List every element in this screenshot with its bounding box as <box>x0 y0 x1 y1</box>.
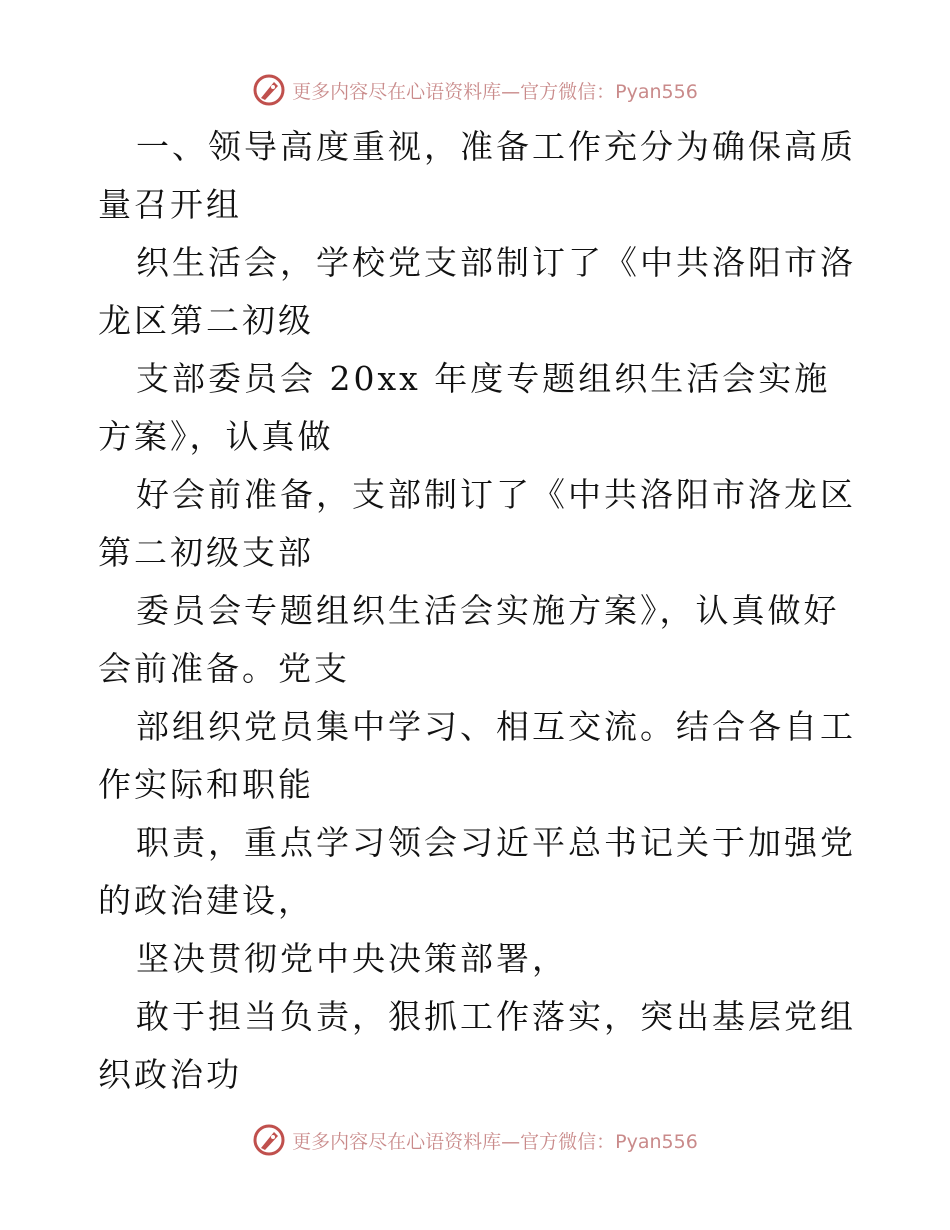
footer-banner <box>0 1120 950 1160</box>
pen-nib-logo-icon <box>252 73 286 107</box>
pen-nib-logo-icon <box>252 1123 286 1157</box>
header-banner-text: 更多内容尽在心语资料库—官方微信：Pyan556 <box>292 80 698 103</box>
paragraph-7: 职责，重点学习领会习近平总书记关于加强党的政治建设， <box>98 823 856 920</box>
paragraph-5: 委员会专题组织生活会实施方案》，认真做好会前准备。党支 <box>98 591 840 688</box>
paragraph-2: 织生活会，学校党支部制订了《中共洛阳市洛龙区第二初级 <box>98 243 856 340</box>
paragraph-9: 敢于担当负责，狠抓工作落实，突出基层党组织政治功 <box>98 997 856 1094</box>
footer-banner-text: 更多内容尽在心语资料库—官方微信：Pyan556 <box>292 1130 698 1153</box>
paragraph-8: 坚决贯彻党中央决策部署， <box>136 939 568 978</box>
paragraph-4: 好会前准备，支部制订了《中共洛阳市洛龙区第二初级支部 <box>98 475 856 572</box>
paragraph-3: 支部委员会 20xx 年度专题组织生活会实施方案》，认真做 <box>98 359 831 456</box>
paragraph-6: 部组织党员集中学习、相互交流。结合各自工作实际和职能 <box>98 707 856 804</box>
document-body <box>98 118 858 1104</box>
header-banner <box>0 70 950 110</box>
paragraph-1: 一、领导高度重视，准备工作充分为确保高质量召开组 <box>98 127 856 224</box>
